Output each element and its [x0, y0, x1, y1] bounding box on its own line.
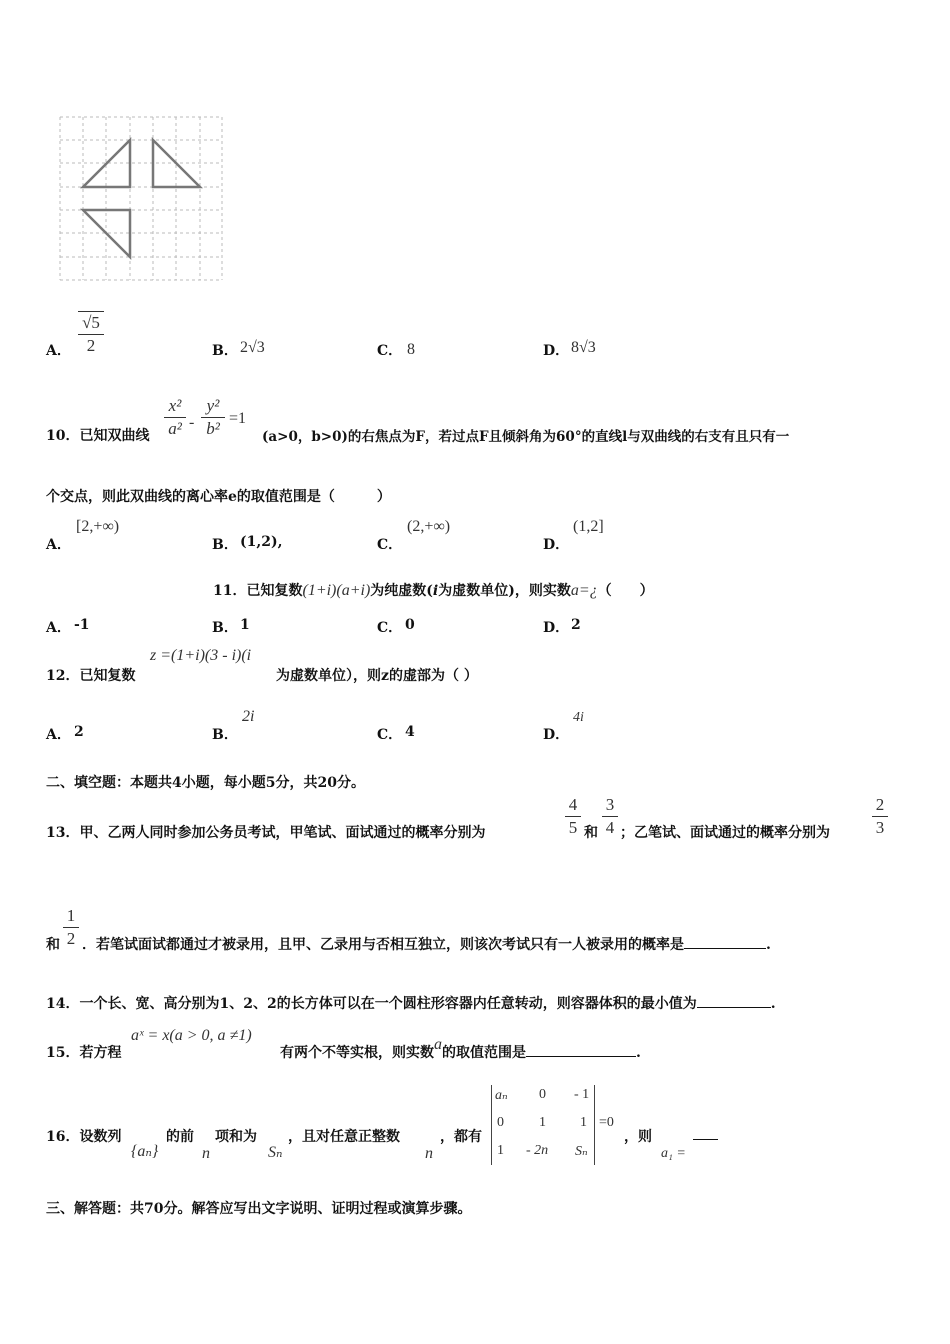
q10-minus: -	[189, 414, 195, 431]
q10-option-a-value: [2,+∞)	[76, 518, 120, 535]
q15-mid: 有两个不等实根，则实数	[280, 1045, 434, 1061]
q11-option-d-value: 2	[571, 617, 581, 633]
q10-text-line1: (a>0，b>0)的右焦点为F，若过点F且倾斜角为60°的直线l与双曲线的右支有且只有一	[262, 429, 790, 445]
q9-option-d-label: D．	[543, 343, 570, 359]
q16-n-1: n	[202, 1145, 210, 1162]
q11-text	[213, 580, 654, 600]
q13-text-2: ；乙笔试、面试通过的概率分别为	[620, 825, 830, 841]
q9-option-b-value: 2√3	[240, 339, 265, 356]
q13-f4-num: 1	[66, 906, 76, 925]
q13-fraction-2	[602, 795, 618, 838]
q15-end: .	[636, 1045, 641, 1061]
q12-option-a-label: A．	[46, 727, 71, 743]
q10-option-c-label: C．	[377, 537, 403, 553]
q12-option-c-label: C．	[377, 727, 403, 743]
det-cell: - 1	[574, 1087, 590, 1102]
q9-option-a-denominator: 2	[86, 336, 96, 355]
q16-text-2: 的前	[166, 1129, 194, 1145]
three-view-figure	[58, 115, 224, 283]
q14-answer-blank[interactable]	[697, 995, 771, 1008]
q14-end: .	[770, 996, 776, 1012]
q13-fraction-4	[63, 906, 79, 949]
q15-a-var: a	[434, 1036, 442, 1053]
q13-and-1: 和	[584, 825, 598, 841]
q16-equals-zero: =0	[599, 1115, 614, 1130]
q12-option-b-label: B．	[212, 727, 238, 743]
q9-option-b-label: B．	[212, 343, 238, 359]
det-cell: 1	[497, 1143, 504, 1158]
determinant-right-bar	[594, 1085, 595, 1165]
q13-text-3-body: ．若笔试面试都通过才被录用，且甲、乙录用与否相互独立，则该次考试只有一人被录用的概率是	[82, 937, 684, 953]
det-cell: 1	[580, 1115, 587, 1130]
q15-answer-blank[interactable]	[526, 1044, 636, 1057]
q12-prefix: 12．已知复数	[46, 668, 136, 684]
det-cell: aₙ	[495, 1088, 508, 1103]
q9-option-c-value: 8	[407, 341, 415, 358]
q12-suffix: 为虚数单位），则z的虚部为（ ）	[276, 668, 478, 684]
q13-f3-den: 3	[875, 818, 885, 837]
q13-end: .	[766, 937, 771, 953]
q11-option-b-label: B．	[212, 620, 238, 636]
section3-heading: 三、解答题：共70分。解答应写出文字说明、证明过程或演算步骤。	[46, 1201, 472, 1217]
det-cell: 0	[497, 1115, 504, 1130]
q10-fraction-y	[201, 396, 225, 439]
q12-option-b-value: 2i	[242, 708, 255, 725]
q10-text-line2: 个交点，则此双曲线的离心率e的取值范围是（ ）	[46, 489, 391, 505]
q10-equals-one: =1	[229, 410, 247, 427]
q11-mid2: 为虚数单位)，则实数	[438, 583, 571, 599]
q9-option-a-fraction	[78, 311, 104, 356]
q13-fraction-1	[565, 795, 581, 838]
section2-heading: 二、填空题：本题共4小题，每小题5分，共20分。	[46, 775, 365, 791]
q11-suffix: （ ）	[597, 583, 654, 599]
q12-option-d-label: D．	[543, 727, 570, 743]
q13-f2-den: 4	[605, 818, 615, 837]
q10-number: 10．已知双曲线	[46, 428, 150, 444]
q10-fraction-x	[164, 396, 186, 439]
q15-text	[280, 1036, 641, 1062]
q11-option-c-label: C．	[377, 620, 403, 636]
q12-option-d-value: 4i	[573, 710, 584, 725]
q16-sequence: {aₙ}	[131, 1143, 159, 1160]
det-cell: 0	[539, 1087, 546, 1102]
q13-f2-num: 3	[605, 795, 615, 814]
q13-answer-blank[interactable]	[684, 936, 766, 949]
q16-text-4: ，且对任意正整数	[288, 1129, 400, 1145]
q11-option-c-value: 0	[405, 617, 415, 633]
q11-option-a-value: -1	[74, 617, 90, 633]
q11-expression: (1+i)(a+i)	[302, 582, 371, 599]
q10-option-b-label: B．	[212, 537, 238, 553]
q12-expression: z =(1+i)(3 - i)(i	[150, 647, 252, 664]
q9-option-c-label: C．	[377, 343, 403, 359]
q15-prefix: 15．若方程	[46, 1045, 122, 1061]
q16-text-7: ，则	[624, 1129, 652, 1145]
q13-f1-num: 4	[568, 795, 578, 814]
q11-a-equals: a=¿	[570, 582, 598, 599]
q11-option-a-label: A．	[46, 620, 71, 636]
q10-option-b-value: (1,2),	[240, 534, 283, 550]
q10-y-squared: y²	[206, 396, 220, 415]
q10-option-d-label: D．	[543, 537, 570, 553]
det-cell: - 2n	[526, 1143, 549, 1158]
q10-option-a-label: A．	[46, 537, 71, 553]
q16-text-5: ，都有	[440, 1129, 482, 1145]
q16-a1-equals: a₁ =	[661, 1146, 686, 1161]
q11-prefix: 11．已知复数	[213, 583, 303, 599]
determinant-left-bar	[491, 1085, 492, 1165]
q10-option-d-value: (1,2]	[573, 518, 604, 535]
q11-i-var: i	[432, 583, 439, 599]
q13-f1-den: 5	[568, 818, 578, 837]
q16-text-3: 项和为	[215, 1129, 257, 1145]
q16-text-1: 16．设数列	[46, 1129, 122, 1145]
q16-n-2: n	[425, 1145, 433, 1162]
q14-body: 14．一个长、宽、高分别为1、2、2的长方体可以在一个圆柱形容器内任意转动，则容器体积的最小值为	[46, 996, 697, 1012]
det-cell: 1	[539, 1115, 546, 1130]
q9-option-a-numerator: √5	[78, 311, 104, 333]
q10-b-squared: b²	[206, 419, 220, 438]
q10-a-squared: a²	[168, 419, 182, 438]
q13-text-1: 13．甲、乙两人同时参加公务员考试，甲笔试、面试通过的概率分别为	[46, 825, 486, 841]
q13-f4-den: 2	[66, 929, 76, 948]
det-cell: Sₙ	[575, 1144, 588, 1159]
q12-option-a-value: 2	[74, 724, 84, 740]
q13-text-3	[82, 934, 771, 954]
q11-option-b-value: 1	[240, 617, 250, 633]
q11-option-d-label: D．	[543, 620, 570, 636]
q12-option-c-value: 4	[405, 724, 415, 740]
q13-fraction-3	[872, 795, 888, 838]
q14-text	[46, 993, 776, 1013]
q15-equation: aˣ = x(a > 0, a ≠1)	[131, 1027, 252, 1044]
q16-sn: Sₙ	[268, 1144, 283, 1161]
figure-grid	[60, 117, 222, 280]
q13-and-2: 和	[46, 937, 60, 953]
q11-mid: 为纯虚数(	[370, 583, 433, 599]
q9-option-d-value: 8√3	[571, 339, 596, 356]
q16-answer-blank[interactable]	[693, 1127, 718, 1140]
q10-option-c-value: (2,+∞)	[407, 518, 451, 535]
q9-option-a-label: A．	[46, 343, 71, 359]
q15-post: 的取值范围是	[442, 1045, 526, 1061]
q13-f3-num: 2	[875, 795, 885, 814]
q10-x-squared: x²	[168, 396, 182, 415]
